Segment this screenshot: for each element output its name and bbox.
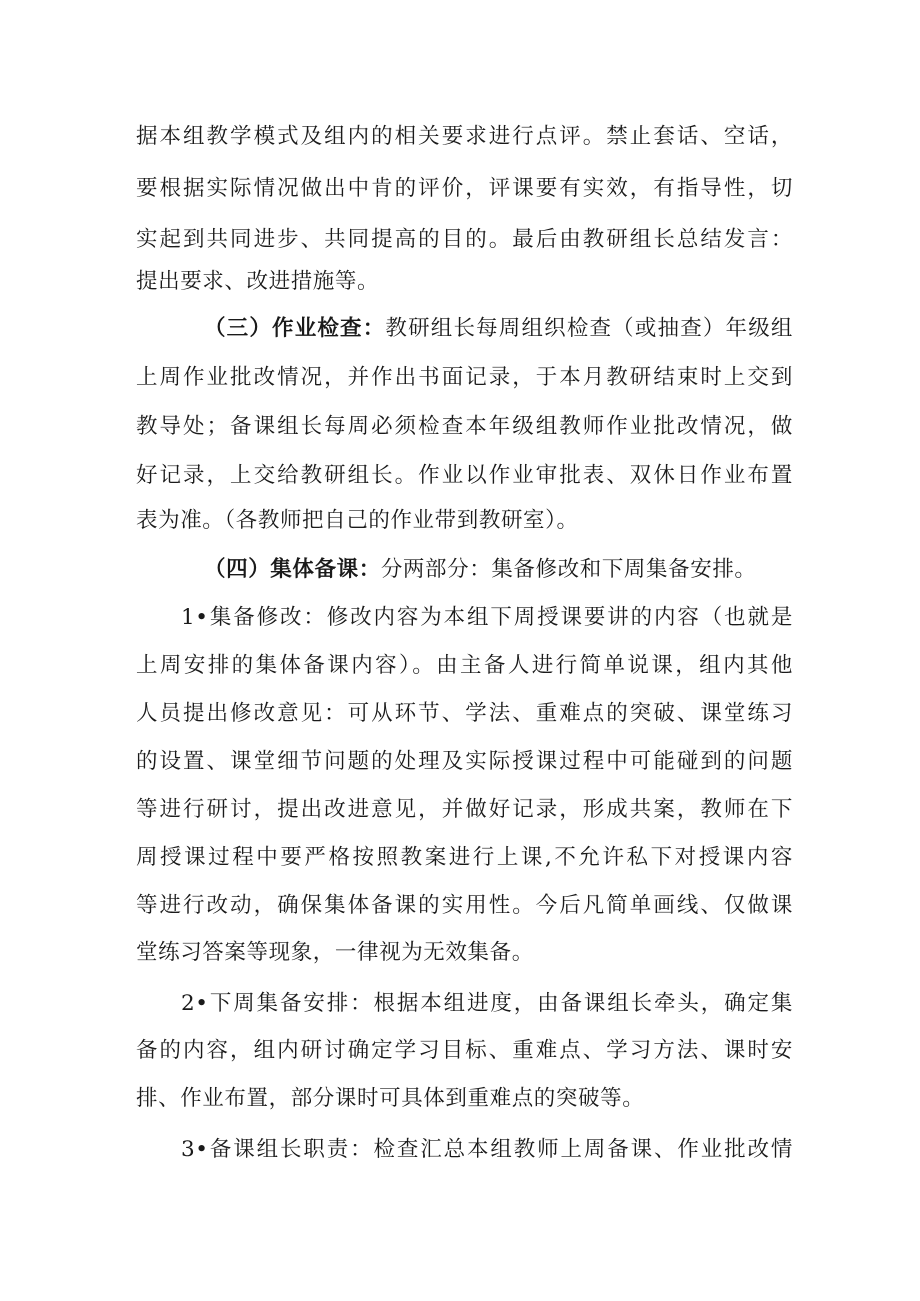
paragraph-line: 上周安排的集体备课内容）。由主备人进行简单说课，组内其他 bbox=[136, 653, 793, 678]
paragraph-line: 排、作业布置，部分课时可具体到重难点的突破等。 bbox=[136, 1086, 645, 1111]
paragraph-line: 备的内容，组内研讨确定学习目标、重难点、学习方法、课时安 bbox=[136, 1038, 793, 1063]
paragraph-line: 堂练习答案等现象，一律视为无效集备。 bbox=[136, 940, 534, 965]
section-heading-four: （四）集体备课 bbox=[204, 557, 359, 582]
paragraph-line: 上周作业批改情况，并作出书面记录，于本月教研结束时上交到 bbox=[136, 365, 793, 390]
heading-colon: ： bbox=[358, 557, 381, 582]
paragraph-line: 周授课过程中要严格按照教案进行上课,不允许私下对授课内容 bbox=[136, 845, 793, 870]
paragraph-line: 等进行改动，确保集体备课的实用性。今后凡简单画线、仅做课 bbox=[136, 893, 793, 918]
list-item-2-line: 2•下周集备安排：根据本组进度，由备课组长牵头，确定集 bbox=[181, 991, 793, 1016]
section-heading-three: （三）作业检查 bbox=[204, 316, 363, 341]
section-three-line bbox=[204, 314, 793, 344]
section-three-text: 教研组长每周组织检查（或抽查）年级组 bbox=[385, 316, 793, 341]
paragraph-line: 要根据实际情况做出中肯的评价，评课要有实效，有指导性，切 bbox=[136, 176, 793, 201]
paragraph-line: 提出要求、改进措施等。 bbox=[136, 269, 380, 294]
list-item-1-line: 1•集备修改：修改内容为本组下周授课要讲的内容（也就是 bbox=[181, 605, 793, 630]
paragraph-line: 教导处；备课组长每周必须检查本年级组教师作业批改情况，做 bbox=[136, 414, 793, 439]
paragraph-line: 好记录，上交给教研组长。作业以作业审批表、双休日作业布置 bbox=[136, 463, 793, 488]
list-item-3-line: 3•备课组长职责：检查汇总本组教师上周备课、作业批改情 bbox=[181, 1137, 793, 1162]
paragraph-line: 据本组教学模式及组内的相关要求进行点评。禁止套话、空话， bbox=[136, 124, 793, 149]
paragraph-line: 表为准。（各教师把自己的作业带到教研室）。 bbox=[136, 508, 579, 533]
section-four-line bbox=[204, 555, 757, 585]
paragraph-line: 实起到共同进步、共同提高的目的。最后由教研组长总结发言： bbox=[136, 227, 793, 252]
section-four-text: 分两部分：集备修改和下周集备安排。 bbox=[380, 557, 757, 582]
paragraph-line: 的设置、课堂细节问题的处理及实际授课过程中可能碰到的问题 bbox=[136, 749, 793, 774]
heading-colon: ： bbox=[362, 316, 386, 341]
paragraph-line: 等进行研讨，提出改进意见，并做好记录，形成共案，教师在下 bbox=[136, 797, 793, 822]
paragraph-line: 人员提出修改意见：可从环节、学法、重难点的突破、课堂练习 bbox=[136, 701, 793, 726]
